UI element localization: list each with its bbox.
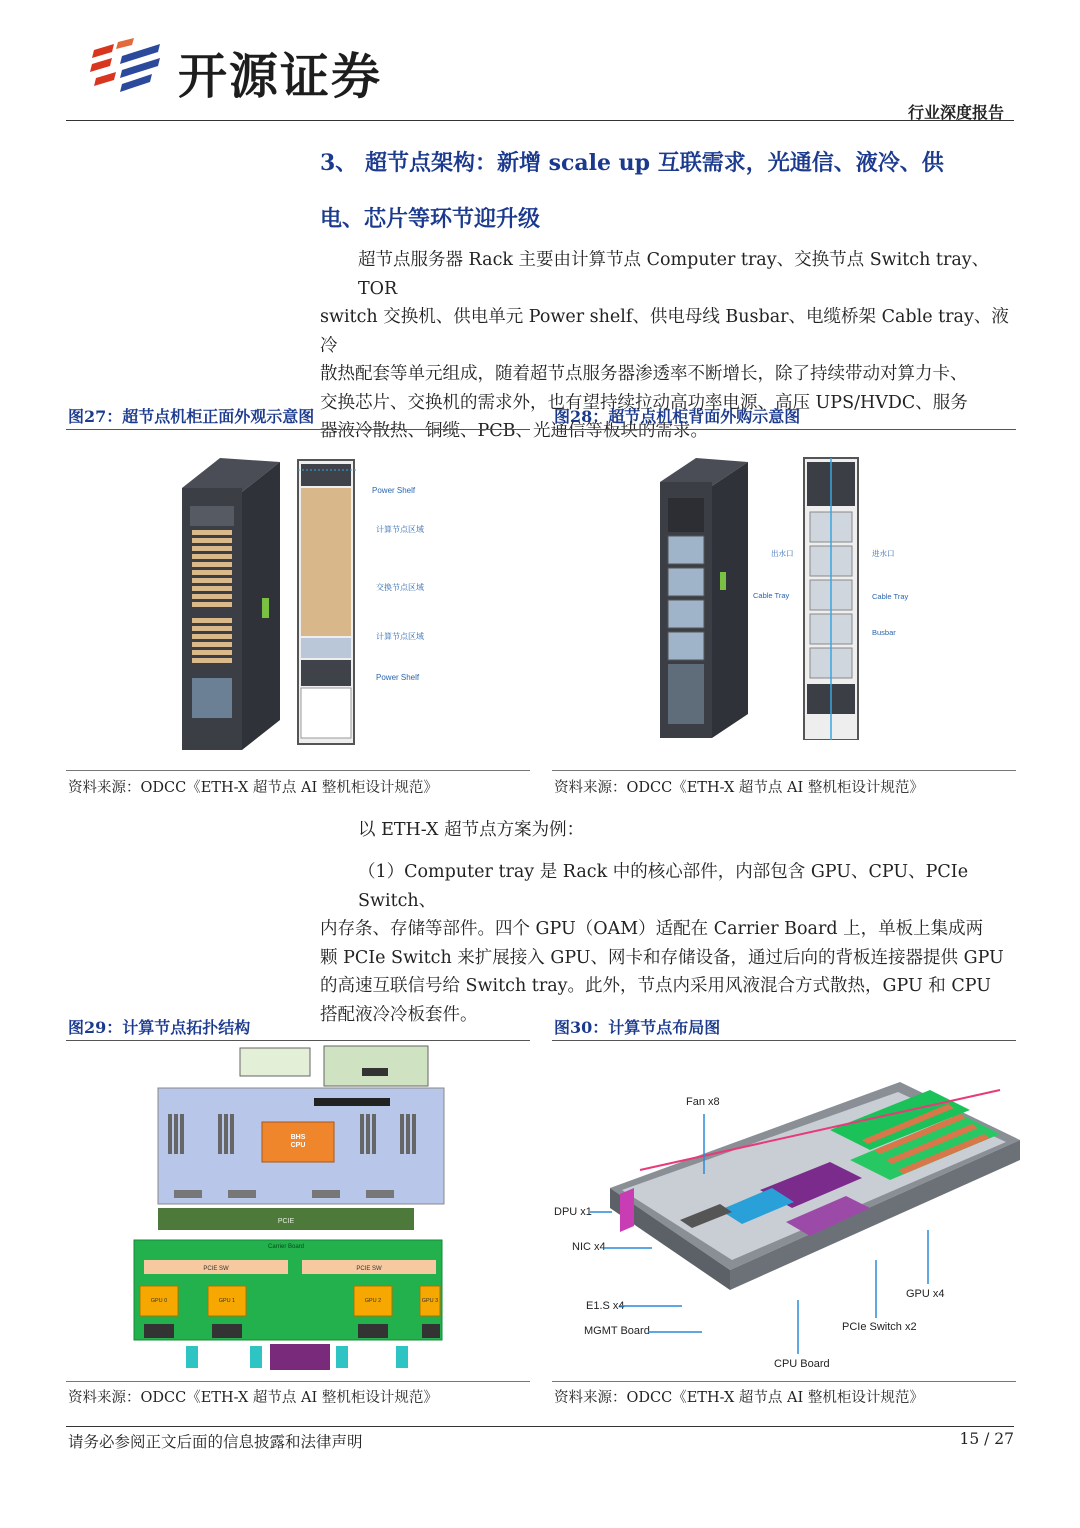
fig30-label: MGMT Board bbox=[584, 1325, 650, 1337]
paragraph-line: 搭配液冷冷板套件。 bbox=[320, 1004, 478, 1025]
fig30-label: NIC x4 bbox=[572, 1241, 606, 1253]
fig30-caption-rule bbox=[552, 1040, 1016, 1041]
fig29-cpu-label: BHS CPU bbox=[290, 1134, 306, 1149]
page-number: 15 / 27 bbox=[959, 1430, 1014, 1448]
fig30-label: GPU x4 bbox=[906, 1288, 945, 1300]
paragraph-line: 散热配套等单元组成，随着超节点服务器渗透率不断增长，除了持续带动对算力卡、 bbox=[320, 364, 968, 384]
fig28-source: 资料来源：ODCC《ETH-X 超节点 AI 整机柜设计规范》 bbox=[554, 780, 924, 796]
intro-line: 以 ETH-X 超节点方案为例： bbox=[358, 820, 585, 840]
paragraph-line: 超节点服务器 Rack 主要由计算节点 Computer tray、交换节点 Switch tray、TOR bbox=[358, 250, 990, 299]
fig27-label: 计算节点区域 bbox=[376, 525, 424, 534]
fig29-gpu-label: GPU 3 bbox=[421, 1298, 439, 1304]
paragraph-line: 交换芯片、交换机的需求外，也有望持续拉动高功率电源、高压 UPS/HVDC、服务 bbox=[320, 392, 968, 413]
fig30-source-rule bbox=[552, 1381, 1016, 1382]
fig28-caption: 图28：超节点机柜背面外购示意图 bbox=[554, 407, 801, 426]
section-title-line-2: 电、芯片等环节迎升级 bbox=[320, 206, 541, 232]
paragraph-2 bbox=[320, 858, 1020, 1029]
fig30-caption: 图30：计算节点布局图 bbox=[554, 1018, 721, 1037]
paragraph-line: 颗 PCIe Switch 来扩展接入 GPU、网卡和存储设备，通过后向的背板连接器提供 GPU bbox=[320, 947, 1004, 968]
fig27-caption-rule bbox=[66, 429, 530, 430]
fig29-source-rule bbox=[66, 1381, 530, 1382]
fig27-source: 资料来源：ODCC《ETH-X 超节点 AI 整机柜设计规范》 bbox=[68, 780, 438, 796]
fig28-label: Cable Tray bbox=[872, 592, 909, 601]
footer-disclaimer: 请务必参阅正文后面的信息披露和法律声明 bbox=[68, 1433, 363, 1451]
document-type: 行业深度报告 bbox=[907, 103, 1004, 122]
paragraph-line: （1）Computer tray 是 Rack 中的核心部件，内部包含 GPU、CPU、PCIe Switch、 bbox=[358, 862, 969, 911]
fig29-gpu-label: GPU 2 bbox=[364, 1298, 382, 1304]
fig29-source: 资料来源：ODCC《ETH-X 超节点 AI 整机柜设计规范》 bbox=[68, 1390, 438, 1406]
paragraph-line: 器液冷散热、铜缆、PCB、光通信等板块的需求。 bbox=[320, 421, 709, 441]
fig28-caption-rule bbox=[552, 429, 1016, 430]
fig27-caption: 图27：超节点机柜正面外观示意图 bbox=[68, 407, 315, 426]
fig30-label: CPU Board bbox=[774, 1358, 830, 1370]
fig29-caption-rule bbox=[66, 1040, 530, 1041]
fig29-pcie-sw-label: PCIE SW bbox=[356, 1266, 382, 1272]
fig29-caption: 图29：计算节点拓扑结构 bbox=[68, 1018, 251, 1037]
fig27-label: 计算节点区域 bbox=[376, 632, 424, 641]
fig28-label: 出水口 bbox=[771, 549, 794, 558]
fig30-source: 资料来源：ODCC《ETH-X 超节点 AI 整机柜设计规范》 bbox=[554, 1390, 924, 1406]
fig29-pcie-sw-label: PCIE SW bbox=[203, 1266, 229, 1272]
fig27-label: 交换节点区域 bbox=[376, 583, 424, 592]
section-title-line-1: 3、 超节点架构：新增 scale up 互联需求，光通信、液冷、供 bbox=[320, 150, 944, 176]
paragraph-line: 的高速互联信号给 Switch tray。此外，节点内采用风液混合方式散热，GPU 和 CPU bbox=[320, 976, 991, 996]
paragraph-line: switch 交换机、供电单元 Power shelf、供电母线 Busbar、电缆桥架 Cable tray、液冷 bbox=[320, 307, 1009, 356]
fig29-pcie-label: PCIE bbox=[277, 1218, 295, 1225]
paragraph-line: 内存条、存储等部件。四个 GPU（OAM）适配在 Carrier Board 上，单板上集成两 bbox=[320, 919, 984, 939]
fig29-topology-diagram bbox=[130, 1044, 450, 1376]
footer-divider bbox=[66, 1426, 1014, 1427]
fig27-source-rule bbox=[66, 770, 530, 771]
fig28-source-rule bbox=[552, 770, 1016, 771]
fig30-label: PCIe Switch x2 bbox=[842, 1321, 917, 1333]
company-name: 开源证券 bbox=[178, 48, 383, 105]
fig28-label: Cable Tray bbox=[753, 591, 790, 600]
fig30-callout-arrows bbox=[552, 1100, 1016, 1370]
fig29-gpu-label: GPU 0 bbox=[150, 1298, 168, 1304]
fig30-label: DPU x1 bbox=[554, 1206, 592, 1218]
fig27-label: Power Shelf bbox=[376, 673, 420, 682]
fig27-label: Power Shelf bbox=[372, 486, 416, 495]
fig28-label: Busbar bbox=[872, 628, 896, 637]
company-logo-icon bbox=[88, 36, 162, 98]
fig30-label: Fan x8 bbox=[686, 1096, 720, 1108]
fig29-gpu-label: GPU 1 bbox=[218, 1298, 236, 1304]
header-divider bbox=[66, 120, 1014, 121]
fig28-label: 进水口 bbox=[872, 549, 895, 558]
fig30-label: E1.S x4 bbox=[586, 1300, 625, 1312]
fig29-carrier-label: Carrier Board bbox=[267, 1244, 305, 1250]
